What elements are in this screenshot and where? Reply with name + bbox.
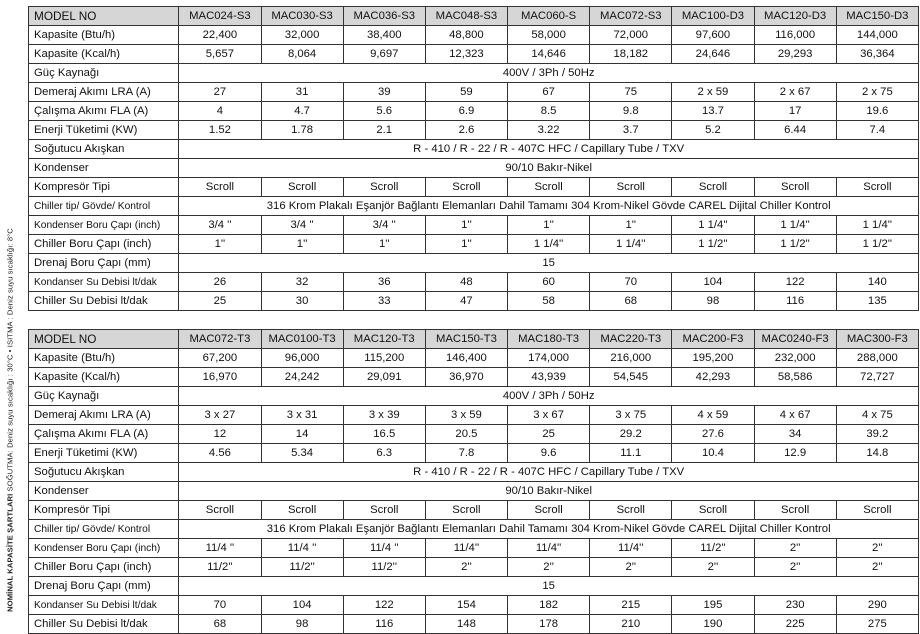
value-cell: 48,800 [425, 26, 507, 45]
value-cell: 58 [508, 292, 590, 311]
value-cell: 1.52 [179, 121, 261, 140]
spec-row [29, 596, 919, 615]
row-label: Chiller Boru Çapı (inch) [29, 558, 179, 577]
model-header-cell: MAC048-S3 [425, 7, 507, 26]
value-cell: 11/2'' [179, 558, 261, 577]
value-cell: Scroll [425, 501, 507, 520]
value-cell: 2'' [754, 539, 836, 558]
value-cell: 11/4'' [590, 539, 672, 558]
value-cell: 2 x 67 [754, 83, 836, 102]
value-cell: 4 x 59 [672, 406, 754, 425]
spec-row [29, 501, 919, 520]
value-cell: 122 [343, 596, 425, 615]
spec-row [29, 520, 919, 539]
spec-table-2 [28, 329, 919, 634]
spec-row [29, 425, 919, 444]
model-header-cell: MAC150-D3 [836, 7, 918, 26]
spec-row [29, 178, 919, 197]
value-cell: 27 [179, 83, 261, 102]
spec-row [29, 406, 919, 425]
value-cell: 25 [179, 292, 261, 311]
value-cell: Scroll [836, 501, 918, 520]
value-cell: 104 [261, 596, 343, 615]
model-header-cell: MAC024-S3 [179, 7, 261, 26]
value-cell: 2'' [836, 539, 918, 558]
spanned-value-cell: 316 Krom Plakalı Eşanjör Bağlantı Elemanları Dahil Tamamı 304 Krom-Nikel Gövde CAREL Dijital Chiller Kontrol [179, 520, 919, 539]
row-label: Demeraj Akımı LRA (A) [29, 406, 179, 425]
value-cell: 38,400 [343, 26, 425, 45]
spanned-value-cell: 400V / 3Ph / 50Hz [179, 64, 919, 83]
value-cell: 36 [343, 273, 425, 292]
value-cell: 232,000 [754, 349, 836, 368]
value-cell: 11/2'' [672, 539, 754, 558]
side-note [0, 0, 20, 632]
value-cell: 230 [754, 596, 836, 615]
value-cell: 2'' [425, 558, 507, 577]
value-cell: 146,400 [425, 349, 507, 368]
value-cell: 288,000 [836, 349, 918, 368]
spec-row [29, 558, 919, 577]
value-cell: 3 x 39 [343, 406, 425, 425]
value-cell: 4.56 [179, 444, 261, 463]
value-cell: 275 [836, 615, 918, 634]
row-label: Demeraj Akımı LRA (A) [29, 83, 179, 102]
model-no-label: MODEL NO [29, 330, 179, 349]
row-label: Soğutucu Akışkan [29, 140, 179, 159]
value-cell: 47 [425, 292, 507, 311]
value-cell: 25 [508, 425, 590, 444]
value-cell: Scroll [508, 501, 590, 520]
value-cell: 68 [590, 292, 672, 311]
value-cell: 7.4 [836, 121, 918, 140]
value-cell: 11/4'' [425, 539, 507, 558]
spec-row [29, 292, 919, 311]
value-cell: Scroll [343, 178, 425, 197]
value-cell: 22,400 [179, 26, 261, 45]
value-cell: 10.4 [672, 444, 754, 463]
value-cell: 12 [179, 425, 261, 444]
value-cell: 195,200 [672, 349, 754, 368]
value-cell: Scroll [179, 501, 261, 520]
value-cell: 3/4 '' [179, 216, 261, 235]
value-cell: Scroll [672, 501, 754, 520]
value-cell: 154 [425, 596, 507, 615]
row-label: Chiller tip/ Gövde/ Kontrol [29, 520, 179, 539]
spanned-value-cell: 400V / 3Ph / 50Hz [179, 387, 919, 406]
value-cell: 4 x 75 [836, 406, 918, 425]
row-label: Drenaj Boru Çapı (mm) [29, 254, 179, 273]
value-cell: 27.6 [672, 425, 754, 444]
value-cell: 2'' [836, 558, 918, 577]
value-cell: 16.5 [343, 425, 425, 444]
value-cell: 16,970 [179, 368, 261, 387]
value-cell: 215 [590, 596, 672, 615]
value-cell: 210 [590, 615, 672, 634]
value-cell: 11/4 '' [261, 539, 343, 558]
value-cell: 17 [754, 102, 836, 121]
model-header-cell: MAC200-F3 [672, 330, 754, 349]
value-cell: 11/4 '' [343, 539, 425, 558]
row-label: Güç Kaynağı [29, 64, 179, 83]
value-cell: 116,000 [754, 26, 836, 45]
value-cell: 39.2 [836, 425, 918, 444]
value-cell: Scroll [343, 501, 425, 520]
value-cell: Scroll [590, 501, 672, 520]
value-cell: 58,000 [508, 26, 590, 45]
value-cell: 34 [754, 425, 836, 444]
spec-row [29, 121, 919, 140]
value-cell: 1.78 [261, 121, 343, 140]
value-cell: 1 1/4'' [508, 235, 590, 254]
value-cell: 2'' [754, 558, 836, 577]
spec-row [29, 482, 919, 501]
value-cell: 32,000 [261, 26, 343, 45]
value-cell: 6.9 [425, 102, 507, 121]
value-cell: 2'' [590, 558, 672, 577]
value-cell: 3 x 31 [261, 406, 343, 425]
value-cell: 31 [261, 83, 343, 102]
model-no-label: MODEL NO [29, 7, 179, 26]
value-cell: 67 [508, 83, 590, 102]
spec-row [29, 539, 919, 558]
value-cell: 1'' [508, 216, 590, 235]
value-cell: 11/2'' [343, 558, 425, 577]
value-cell: 1 1/2'' [836, 235, 918, 254]
spec-row [29, 197, 919, 216]
value-cell: 225 [754, 615, 836, 634]
value-cell: 33 [343, 292, 425, 311]
value-cell: 11/4 '' [179, 539, 261, 558]
value-cell: 7.8 [425, 444, 507, 463]
value-cell: Scroll [836, 178, 918, 197]
value-cell: 1'' [425, 235, 507, 254]
value-cell: 30 [261, 292, 343, 311]
value-cell: 148 [425, 615, 507, 634]
spec-row [29, 615, 919, 634]
value-cell: 54,545 [590, 368, 672, 387]
value-cell: 70 [590, 273, 672, 292]
value-cell: 1'' [590, 216, 672, 235]
value-cell: 39 [343, 83, 425, 102]
value-cell: 14,646 [508, 45, 590, 64]
value-cell: Scroll [590, 178, 672, 197]
value-cell: 178 [508, 615, 590, 634]
value-cell: 3 x 75 [590, 406, 672, 425]
value-cell: 6.44 [754, 121, 836, 140]
model-header-cell: MAC036-S3 [343, 7, 425, 26]
header-row [29, 7, 919, 26]
value-cell: 1 1/4'' [836, 216, 918, 235]
row-label: Kondenser [29, 482, 179, 501]
value-cell: 1'' [261, 235, 343, 254]
value-cell: 26 [179, 273, 261, 292]
value-cell: 19.6 [836, 102, 918, 121]
value-cell: 12.9 [754, 444, 836, 463]
value-cell: 5.2 [672, 121, 754, 140]
spanned-value-cell: 90/10 Bakır-Nikel [179, 159, 919, 178]
value-cell: 1'' [179, 235, 261, 254]
spanned-value-cell: R - 410 / R - 22 / R - 407C HFC / Capillary Tube / TXV [179, 140, 919, 159]
value-cell: 1'' [343, 235, 425, 254]
model-header-cell: MAC030-S3 [261, 7, 343, 26]
value-cell: 144,000 [836, 26, 918, 45]
value-cell: 2.1 [343, 121, 425, 140]
value-cell: 116 [754, 292, 836, 311]
value-cell: 190 [672, 615, 754, 634]
row-label: Güç Kaynağı [29, 387, 179, 406]
value-cell: 18,182 [590, 45, 672, 64]
value-cell: Scroll [261, 501, 343, 520]
value-cell: 14 [261, 425, 343, 444]
row-label: Kondenser [29, 159, 179, 178]
value-cell: 140 [836, 273, 918, 292]
value-cell: 24,242 [261, 368, 343, 387]
value-cell: 67,200 [179, 349, 261, 368]
model-header-cell: MAC100-D3 [672, 7, 754, 26]
row-label: Kondenser Boru Çapı (inch) [29, 539, 179, 558]
value-cell: 3.22 [508, 121, 590, 140]
value-cell: Scroll [425, 178, 507, 197]
value-cell: 2 x 59 [672, 83, 754, 102]
value-cell: 75 [590, 83, 672, 102]
model-header-cell: MAC072-S3 [590, 7, 672, 26]
value-cell: Scroll [508, 178, 590, 197]
row-label: Kapasite (Kcal/h) [29, 368, 179, 387]
value-cell: 5.6 [343, 102, 425, 121]
spanned-value-cell: 15 [179, 577, 919, 596]
value-cell: 42,293 [672, 368, 754, 387]
value-cell: 1'' [425, 216, 507, 235]
value-cell: 11/4'' [508, 539, 590, 558]
value-cell: 36,364 [836, 45, 918, 64]
value-cell: Scroll [672, 178, 754, 197]
value-cell: 8.5 [508, 102, 590, 121]
value-cell: 60 [508, 273, 590, 292]
spec-row [29, 577, 919, 596]
value-cell: 24,646 [672, 45, 754, 64]
value-cell: 3.7 [590, 121, 672, 140]
value-cell: 3 x 67 [508, 406, 590, 425]
value-cell: 72,727 [836, 368, 918, 387]
value-cell: 29.2 [590, 425, 672, 444]
row-label: Kompresör Tipi [29, 178, 179, 197]
spec-row [29, 463, 919, 482]
model-header-cell: MAC150-T3 [425, 330, 507, 349]
value-cell: 11/2'' [261, 558, 343, 577]
model-header-cell: MAC120-D3 [754, 7, 836, 26]
value-cell: 9,697 [343, 45, 425, 64]
side-note-bold: NOMİNAL KAPASİTE ŞARTLARI [5, 493, 15, 612]
spec-row [29, 444, 919, 463]
value-cell: 98 [261, 615, 343, 634]
row-label: Kondanser Su Debisi lt/dak [29, 273, 179, 292]
value-cell: 290 [836, 596, 918, 615]
value-cell: 6.3 [343, 444, 425, 463]
row-label: Kapasite (Kcal/h) [29, 45, 179, 64]
value-cell: 29,091 [343, 368, 425, 387]
spec-row [29, 273, 919, 292]
value-cell: 3/4 '' [261, 216, 343, 235]
value-cell: 195 [672, 596, 754, 615]
model-header-cell: MAC0240-F3 [754, 330, 836, 349]
spec-table-1 [28, 6, 919, 311]
spec-row [29, 216, 919, 235]
spanned-value-cell: R - 410 / R - 22 / R - 407C HFC / Capillary Tube / TXV [179, 463, 919, 482]
row-label: Chiller Su Debisi lt/dak [29, 292, 179, 311]
value-cell: 3 x 59 [425, 406, 507, 425]
row-label: Kapasite (Btu/h) [29, 26, 179, 45]
row-label: Drenaj Boru Çapı (mm) [29, 577, 179, 596]
spec-row [29, 254, 919, 273]
row-label: Kondenser Boru Çapı (inch) [29, 216, 179, 235]
value-cell: 43,939 [508, 368, 590, 387]
value-cell: 68 [179, 615, 261, 634]
spec-row [29, 64, 919, 83]
value-cell: 98 [672, 292, 754, 311]
model-header-cell: MAC0100-T3 [261, 330, 343, 349]
value-cell: 58,586 [754, 368, 836, 387]
value-cell: 14.8 [836, 444, 918, 463]
row-label: Enerji Tüketimi (KW) [29, 444, 179, 463]
value-cell: 104 [672, 273, 754, 292]
value-cell: 4 x 67 [754, 406, 836, 425]
model-header-cell: MAC300-F3 [836, 330, 918, 349]
spec-row [29, 102, 919, 121]
value-cell: 5,657 [179, 45, 261, 64]
model-header-cell: MAC180-T3 [508, 330, 590, 349]
value-cell: 29,293 [754, 45, 836, 64]
value-cell: 122 [754, 273, 836, 292]
value-cell: 72,000 [590, 26, 672, 45]
row-label: Chiller Boru Çapı (inch) [29, 235, 179, 254]
value-cell: 1 1/4'' [672, 216, 754, 235]
spec-row [29, 140, 919, 159]
value-cell: 115,200 [343, 349, 425, 368]
value-cell: 1 1/4'' [590, 235, 672, 254]
value-cell: 9.8 [590, 102, 672, 121]
header-row [29, 330, 919, 349]
value-cell: 48 [425, 273, 507, 292]
model-header-cell: MAC072-T3 [179, 330, 261, 349]
value-cell: 4.7 [261, 102, 343, 121]
value-cell: 3/4 '' [343, 216, 425, 235]
value-cell: 4 [179, 102, 261, 121]
value-cell: 8,064 [261, 45, 343, 64]
row-label: Çalışma Akımı FLA (A) [29, 425, 179, 444]
value-cell: 5.34 [261, 444, 343, 463]
spec-row [29, 368, 919, 387]
value-cell: 1 1/2'' [754, 235, 836, 254]
value-cell: 2'' [508, 558, 590, 577]
value-cell: Scroll [754, 501, 836, 520]
row-label: Çalışma Akımı FLA (A) [29, 102, 179, 121]
value-cell: 70 [179, 596, 261, 615]
value-cell: Scroll [754, 178, 836, 197]
row-label: Kompresör Tipi [29, 501, 179, 520]
value-cell: 2'' [672, 558, 754, 577]
spec-row [29, 235, 919, 254]
value-cell: 182 [508, 596, 590, 615]
value-cell: Scroll [261, 178, 343, 197]
spec-row [29, 349, 919, 368]
model-header-cell: MAC120-T3 [343, 330, 425, 349]
value-cell: 20.5 [425, 425, 507, 444]
value-cell: 2.6 [425, 121, 507, 140]
row-label: Soğutucu Akışkan [29, 463, 179, 482]
spec-row [29, 159, 919, 178]
value-cell: Scroll [179, 178, 261, 197]
spec-row [29, 45, 919, 64]
value-cell: 36,970 [425, 368, 507, 387]
nominal-capacity-note [6, 228, 15, 612]
value-cell: 116 [343, 615, 425, 634]
spec-row [29, 387, 919, 406]
row-label: Chiller Su Debisi lt/dak [29, 615, 179, 634]
row-label: Kapasite (Btu/h) [29, 349, 179, 368]
row-label: Chiller tip/ Gövde/ Kontrol [29, 197, 179, 216]
model-header-cell: MAC060-S [508, 7, 590, 26]
value-cell: 59 [425, 83, 507, 102]
value-cell: 2 x 75 [836, 83, 918, 102]
value-cell: 1 1/4'' [754, 216, 836, 235]
value-cell: 97,600 [672, 26, 754, 45]
value-cell: 9.6 [508, 444, 590, 463]
row-label: Enerji Tüketimi (KW) [29, 121, 179, 140]
model-header-cell: MAC220-T3 [590, 330, 672, 349]
spanned-value-cell: 15 [179, 254, 919, 273]
spec-row [29, 83, 919, 102]
value-cell: 13.7 [672, 102, 754, 121]
value-cell: 1 1/2'' [672, 235, 754, 254]
spanned-value-cell: 90/10 Bakır-Nikel [179, 482, 919, 501]
row-label: Kondanser Su Debisi lt/dak [29, 596, 179, 615]
value-cell: 3 x 27 [179, 406, 261, 425]
side-note-text: SOĞUTMA: Deniz suyu sıcaklığı : 30°C • ISITMA : Deniz suyu sıcaklığı: 8°C [5, 228, 15, 492]
value-cell: 96,000 [261, 349, 343, 368]
value-cell: 174,000 [508, 349, 590, 368]
spec-row [29, 26, 919, 45]
value-cell: 216,000 [590, 349, 672, 368]
spanned-value-cell: 316 Krom Plakalı Eşanjör Bağlantı Elemanları Dahil Tamamı 304 Krom-Nikel Gövde CAREL Dijital Chiller Kontrol [179, 197, 919, 216]
value-cell: 12,323 [425, 45, 507, 64]
value-cell: 11.1 [590, 444, 672, 463]
value-cell: 135 [836, 292, 918, 311]
value-cell: 32 [261, 273, 343, 292]
